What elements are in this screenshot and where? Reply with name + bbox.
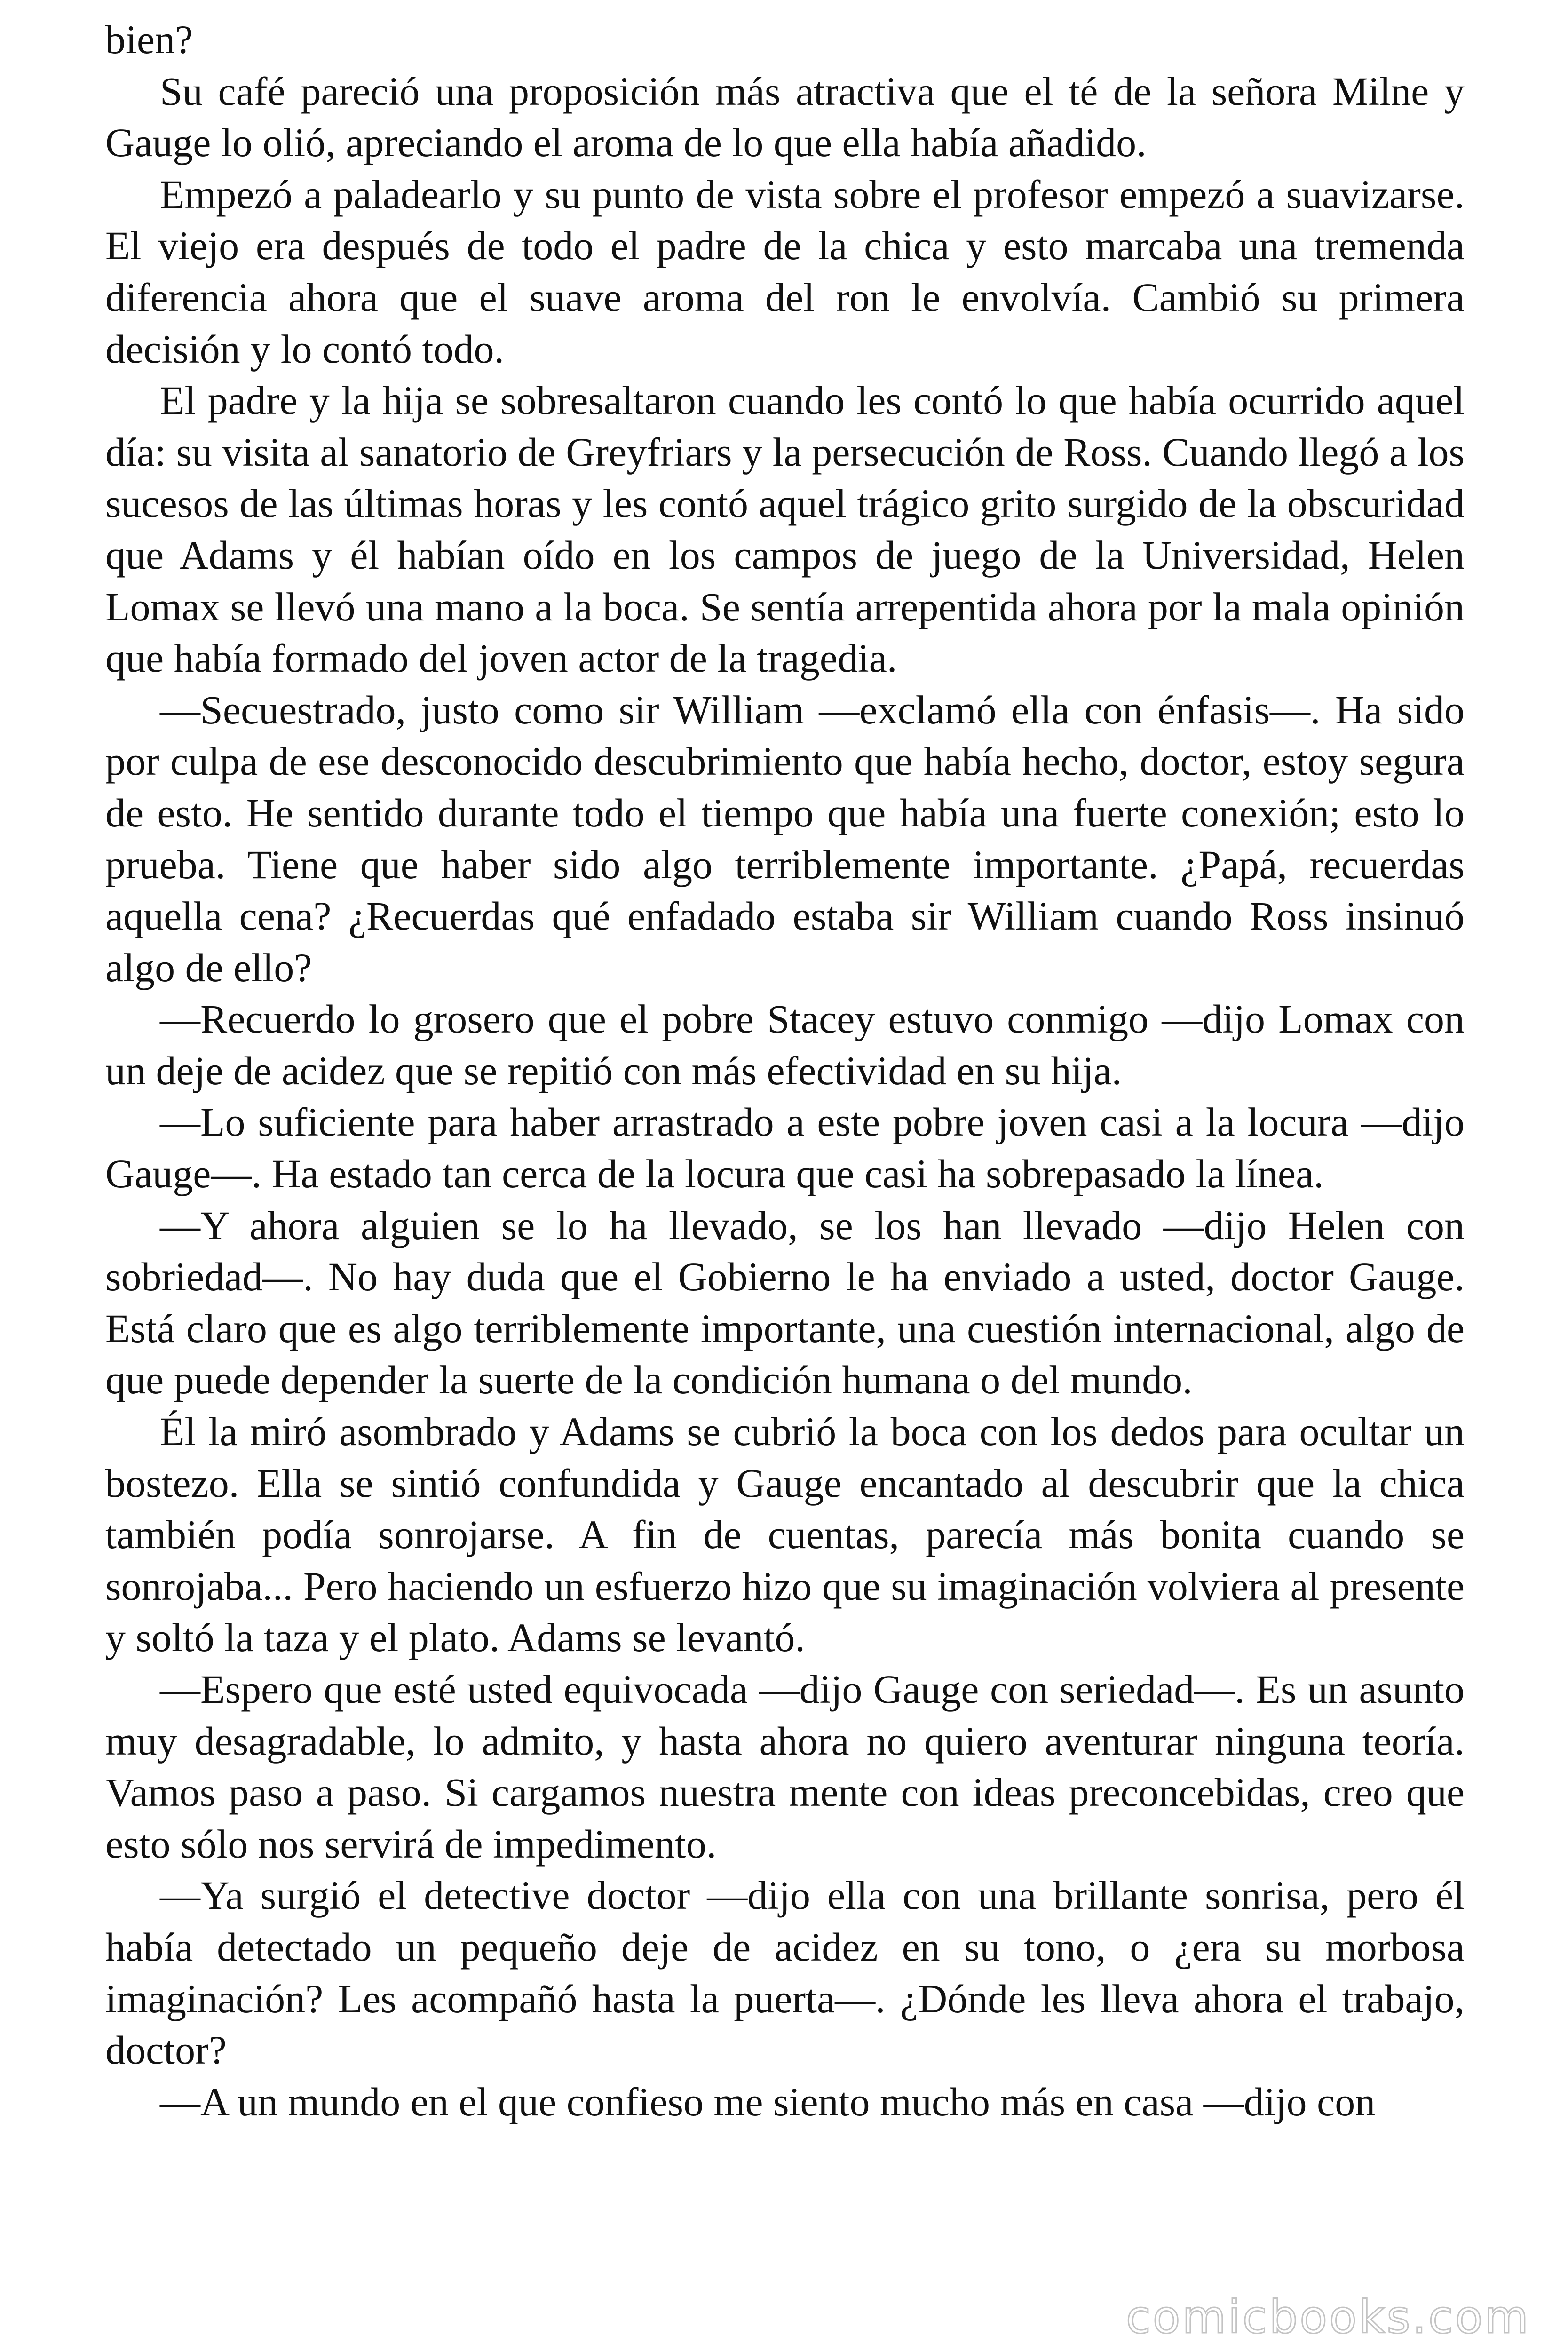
paragraph-12: —A un mundo en el que confieso me siento mucho más en casa —dijo con xyxy=(160,2079,1376,2124)
paragraph-3: Empezó a paladearlo y su punto de vista sobre el profesor empezó a suavizarse. El viejo era después de todo el padre de la chica y esto marcaba una tremenda diferencia ahora que el suave aroma del ron le envolvía. Cambió su primera decisión y lo contó todo. xyxy=(105,171,1465,372)
paragraph-4: El padre y la hija se sobresaltaron cuando les contó lo que había ocurrido aquel día: su visita al sanatorio de Greyfriars y la persecución de Ross. Cuando llegó a los sucesos de las últimas horas y les contó aquel trágico grito surgido de la obscuridad que Adams y él habían oído en los campos de juego de la Universidad, Helen Lomax se llevó una mano a la boca. Se sentía arrepentida ahora por la mala opinión que había formado del joven actor de la tragedia. xyxy=(105,378,1465,681)
paragraph-9: Él la miró asombrado y Adams se cubrió la boca con los dedos para ocultar un bostezo. Ella se sintió confundida y Gauge encantado al descubrir que la chica también podía sonrojarse. A fin de cuentas, parecía más bonita cuando se sonrojaba... Pero haciendo un esfuerzo hizo que su imaginación volviera al presente y soltó la taza y el plato. Adams se levantó. xyxy=(105,1409,1465,1661)
paragraph-10: —Espero que esté usted equivocada —dijo Gauge con seriedad—. Es un asunto muy desagradable, lo admito, y hasta ahora no quiero aventurar ninguna teoría. Vamos paso a paso. Si cargamos nuestra mente con ideas preconcebidas, creo que esto sólo nos servirá de impedimento. xyxy=(105,1667,1465,1867)
paragraph-5: —Secuestrado, justo como sir William —exclamó ella con énfasis—. Ha sido por culpa de ese desconocido descubrimiento que había hecho, doctor, estoy segura de esto. He sentido durante todo el tiempo que había una fuerte conexión; esto lo prueba. Tiene que haber sido algo terriblemente importante. ¿Papá, recuerdas aquella cena? ¿Recuerdas qué enfadado estaba sir William cuando Ross insinuó algo de ello? xyxy=(105,687,1465,990)
paragraph-7: —Lo suficiente para haber arrastrado a este pobre joven casi a la locura —dijo Gauge—. Ha estado tan cerca de la locura que casi ha sobrepasado la línea. xyxy=(105,1099,1465,1197)
paragraph-2: Su café pareció una proposición más atractiva que el té de la señora Milne y Gauge lo olió, apreciando el aroma de lo que ella había añadido. xyxy=(105,68,1465,166)
paragraph-11: —Ya surgió el detective doctor —dijo ella con una brillante sonrisa, pero él había detectado un pequeño deje de acidez en su tono, o ¿era su morbosa imaginación? Les acompañó hasta la puerta—. ¿Dónde les lleva ahora el trabajo, doctor? xyxy=(105,1873,1465,2073)
page-body xyxy=(105,14,1465,2128)
paragraph-6: —Recuerdo lo grosero que el pobre Stacey estuvo conmigo —dijo Lomax con un deje de acidez que se repitió con más efectividad en su hija. xyxy=(105,996,1465,1093)
watermark-logo: comicbooks.com xyxy=(1125,2291,1530,2344)
paragraph-1: bien? xyxy=(105,17,193,62)
paragraph-8: —Y ahora alguien se lo ha llevado, se los han llevado —dijo Helen con sobriedad—. No hay duda que el Gobierno le ha enviado a usted, doctor Gauge. Está claro que es algo terriblemente importante, una cuestión internacional, algo de que puede depender la suerte de la condición humana o del mundo. xyxy=(105,1202,1465,1403)
